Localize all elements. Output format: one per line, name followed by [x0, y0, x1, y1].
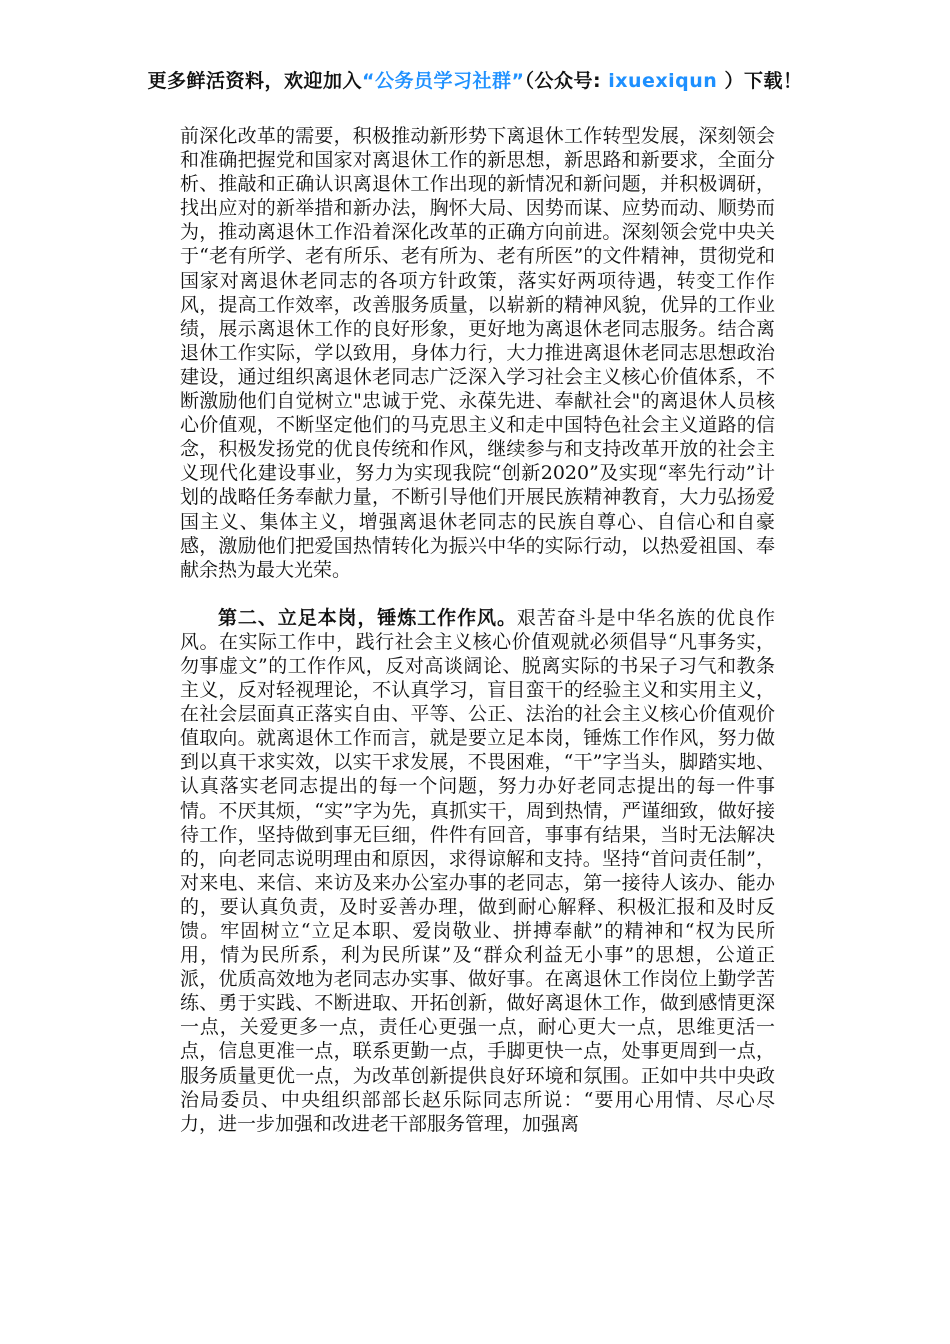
- banner-prefix: 更多鲜活资料，欢迎加入: [147, 70, 363, 92]
- banner-suffix: ）下载！: [724, 70, 803, 92]
- section-2-text: 艰苦奋斗是中华名族的优良作风。在实际工作中，践行社会主义核心价值观就必须倡导“凡事务实，勿事虚文”的工作作风，反对高谈阔论、脱离实际的书呆子习气和教条主义，反对轻视理论，不认真学习，盲目蛮干的经验主义和实用主义，在社会层面真正落实自由、平等、公正、法治的社会主义核心价值观价值取向。就离退休工作而言，就是要立足本岗，锤炼工作作风，努力做到以真干求实效，以实干求发展，不畏困难，“干”字当头，脚踏实地、认真落实老同志提出的每一个问题，努力办好老同志提出的每一件事情。不厌其烦，“实”字为先，真抓实干，周到热情，严谨细致，做好接待工作，坚持做到事无巨细，件件有回音，事事有结果，当时无法解决的，向老同志说明理由和原因，求得谅解和支持。坚持“首问责任制”，对来电、来信、来访及来办公室办事的老同志，第一接待人该办、能办的，要认真负责，及时妥善办理，做到耐心解释、积极汇报和及时反馈。牢固树立“立足本职、爱岗敬业、拼搏奉献”的精神和“权为民所用，情为民所系，利为民所谋”及“群众利益无小事”的思想，公道正派，优质高效地为老同志办实事、做好事。在离退休工作岗位上勤学苦练、勇于实践、不断进取、开拓创新，做好离退休工作，做到感情更深一点，关爱更多一点，责任心更强一点，耐心更大一点，思维更活一点，信息更准一点，联系更勤一点，手脚更快一点，处事更周到一点，服务质量更优一点，为改革创新提供良好环境和氛围。正如中共中央政治局委员、中央组织部部长赵乐际同志所说：“要用心用情、尽心尽力，进一步加强和改进老干部服务管理，加强离: [180, 606, 775, 1135]
- document-body: [180, 124, 775, 1136]
- banner-account-open: （公众号:: [524, 70, 602, 92]
- paragraph-1: 前深化改革的需要，积极推动新形势下离退休工作转型发展，深刻领会和准确把握党和国家对离退休工作的新思想，新思路和新要求，全面分析、推敲和正确认识离退休工作出现的新情况和新问题，并积极调研，找出应对的新举措和新办法，胸怀大局、因势而谋、应势而动、顺势而为，推动离退休工作沿着深化改革的正确方向前进。深刻领会党中央关于“老有所学、老有所乐、老有所为、老有所医”的文件精神，贯彻党和国家对离退休老同志的各项方针政策，落实好两项待遇，转变工作作风，提高工作效率，改善服务质量，以崭新的精神风貌，优异的工作业绩，展示离退休工作的良好形象，更好地为离退休老同志服务。结合离退休工作实际，学以致用，身体力行，大力推进离退休老同志思想政治建设，通过组织离退休老同志广泛深入学习社会主义核心价值体系，不断激励他们自觉树立"忠诚于党、永葆先进、奉献社会"的离退休人员核心价值观，不断坚定他们的马克思主义和走中国特色社会主义道路的信念，积极发扬党的优良传统和作风，继续参与和支持改革开放的社会主义现代化建设事业，努力为实现我院“创新2020”及实现“率先行动”计划的战略任务奉献力量，不断引导他们开展民族精神教育，大力弘扬爱国主义、集体主义，增强离退休老同志的民族自尊心、自信心和自豪感，激励他们把爱国热情转化为振兴中华的实际行动，以热爱祖国、奉献余热为最大光荣。: [180, 125, 775, 581]
- banner-account-id: ixuexiqun: [608, 70, 718, 92]
- banner-group-name: “公务员学习社群”: [362, 70, 525, 92]
- section-2-heading: 第二、立足本岗，锤炼工作作风。: [218, 606, 517, 629]
- promo-banner: [0, 66, 950, 93]
- paragraph-2: [180, 606, 775, 1136]
